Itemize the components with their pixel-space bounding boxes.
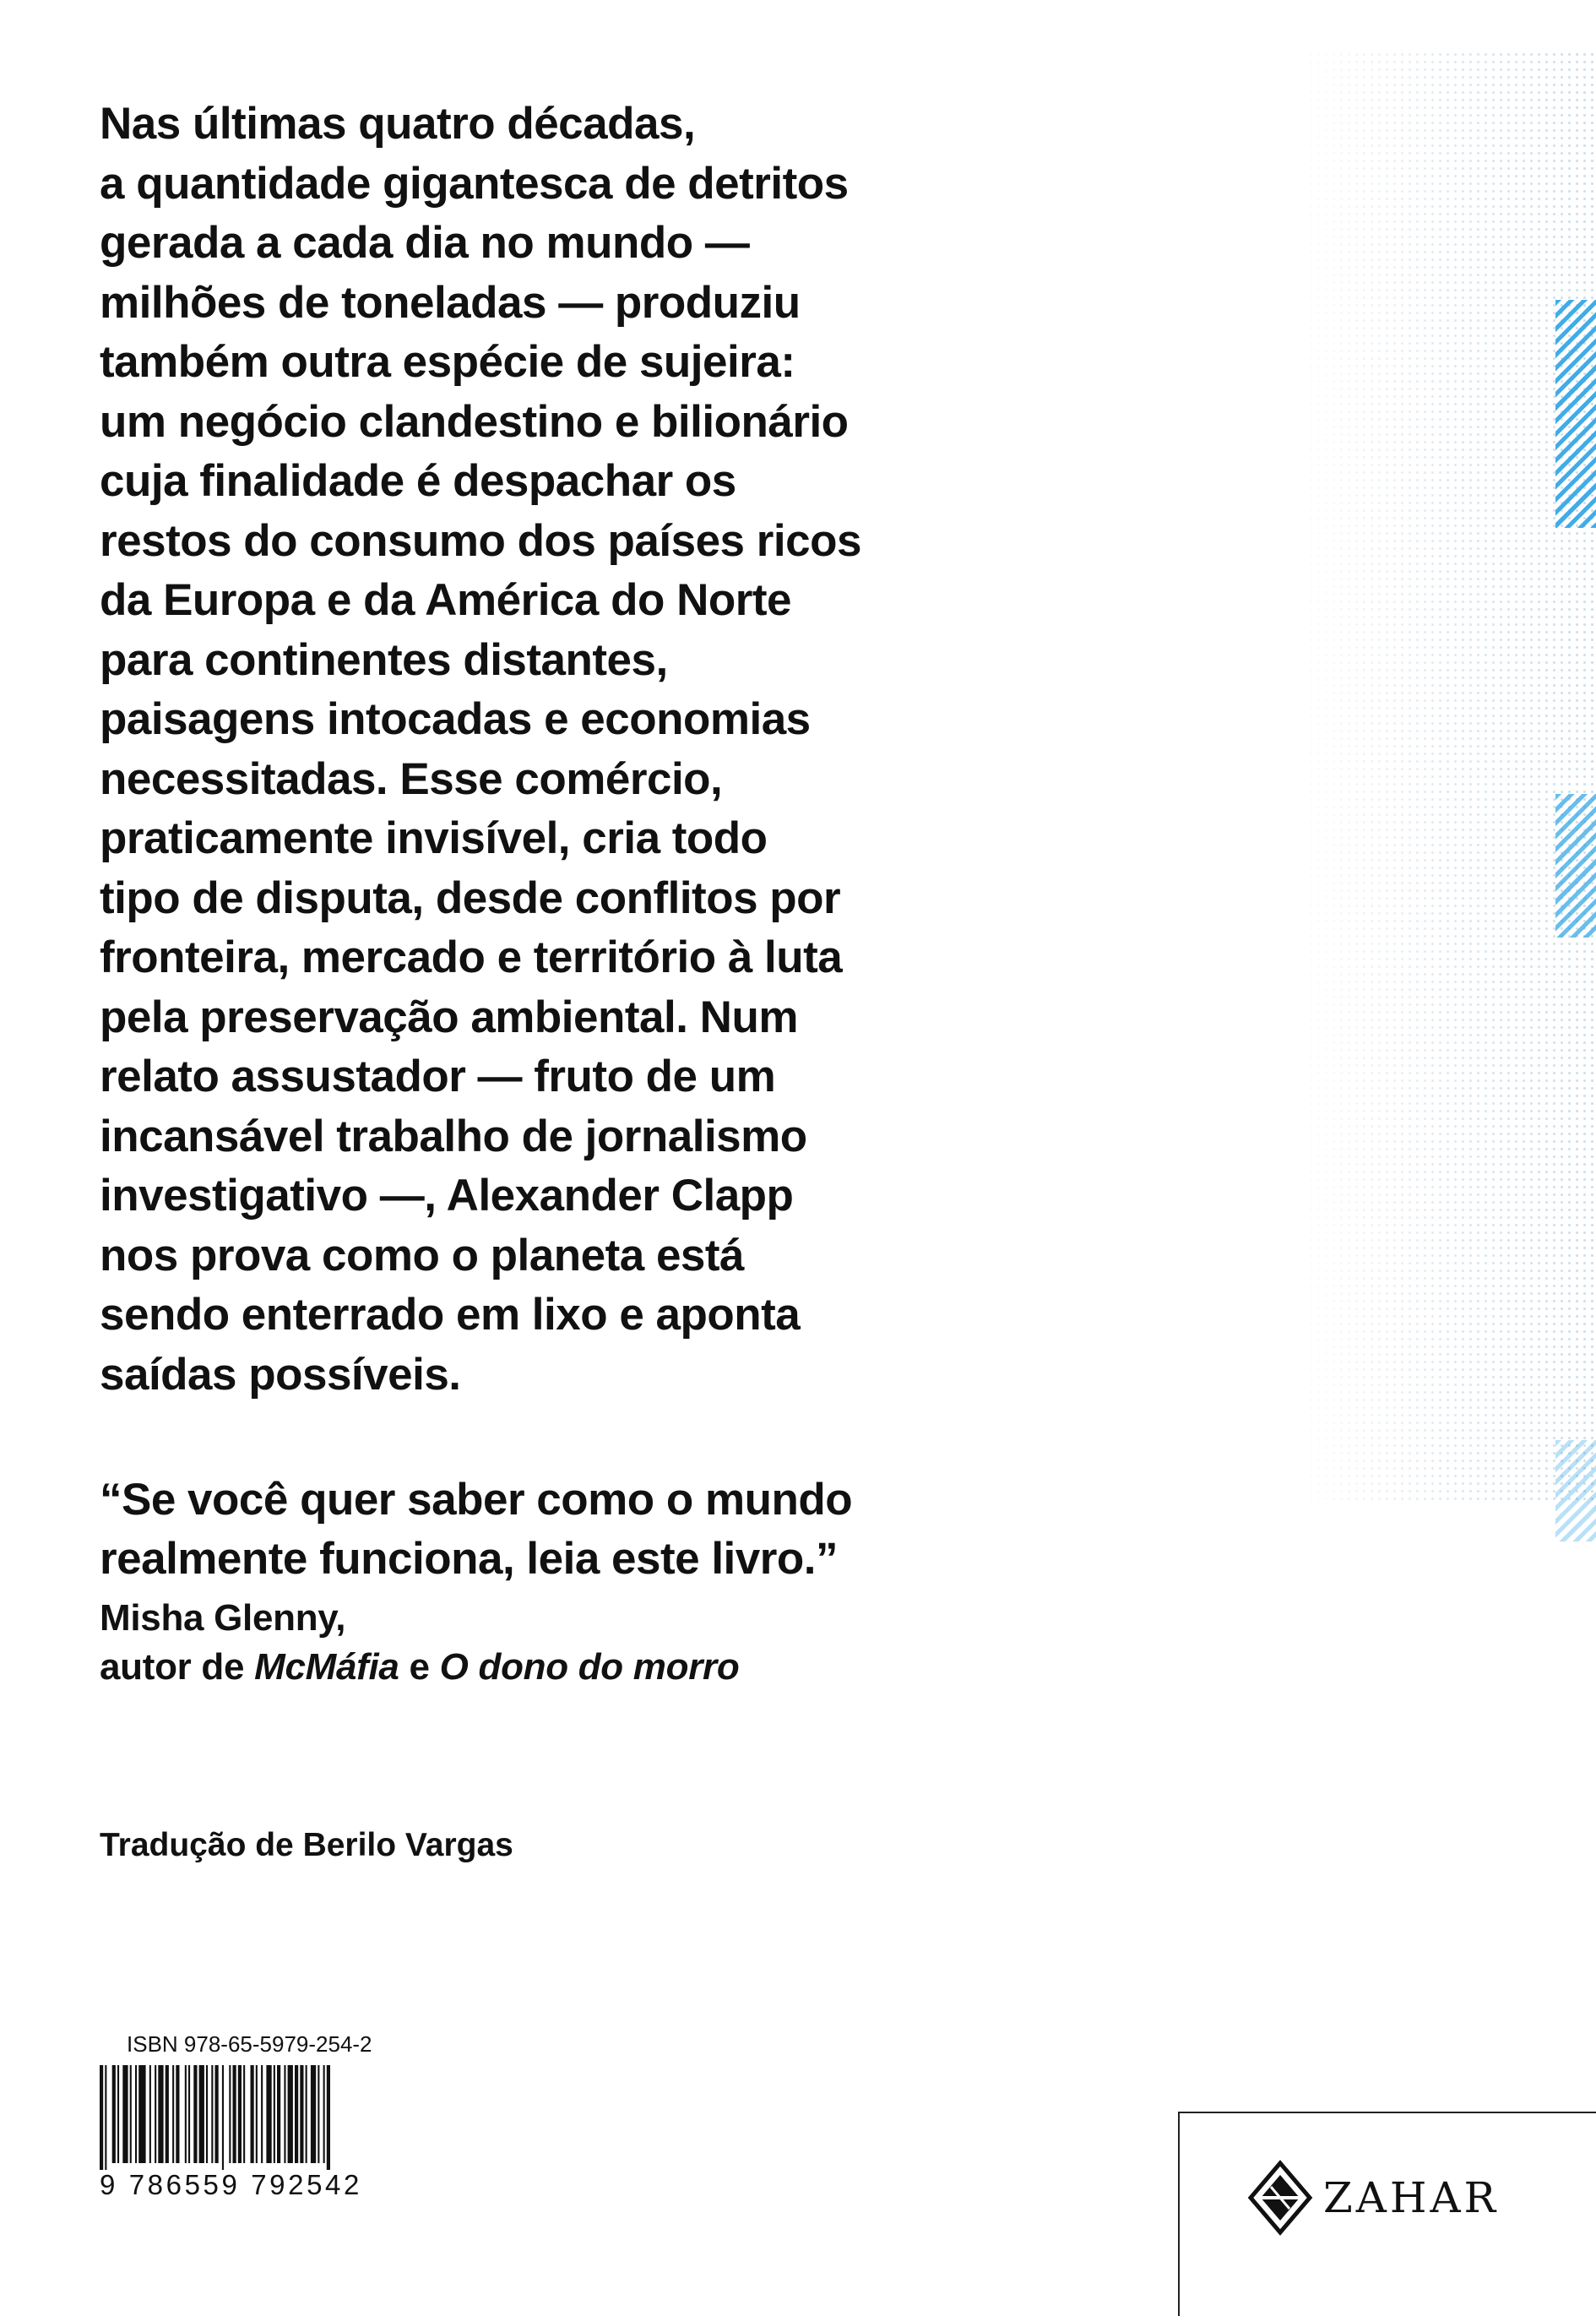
blurb-line: nos prova como o planeta está (100, 1230, 745, 1280)
blurb-line: cuja finalidade é despachar os (100, 456, 736, 506)
isbn-barcode (100, 2031, 412, 2200)
quote-line: realmente funciona, leia este livro.” (100, 1534, 838, 1584)
blurb-line: investigativo —, Alexander Clapp (100, 1171, 794, 1221)
blurb-line: saídas possíveis. (100, 1349, 461, 1400)
quote-attribution (100, 1594, 1029, 1692)
blurb-line: milhões de toneladas — produziu (100, 277, 801, 328)
attribution-prefix: autor de (100, 1646, 255, 1688)
blurb-line: um negócio clandestino e bilionário (100, 396, 849, 447)
blurb-line: praticamente invisível, cria todo (100, 813, 768, 863)
publisher-name: ZAHAR (1323, 2173, 1500, 2222)
endorsement-quote (100, 1471, 1029, 1692)
publisher-logo (1247, 2160, 1499, 2236)
blurb-line: sendo enterrado em lixo e aponta (100, 1290, 801, 1340)
blurb-line: pela preservação ambiental. Num (100, 992, 798, 1042)
quote-line: “Se você quer saber como o mundo (100, 1475, 853, 1525)
blue-streak-decoration (1555, 300, 1596, 528)
barcode-icon (100, 2065, 412, 2170)
blurb-line: relato assustador — fruto de um (100, 1052, 776, 1101)
barcode-digits: 9 786559 792542 (100, 2169, 362, 2200)
blurb-line: paisagens intocadas e economias (100, 694, 811, 744)
quote-text (100, 1471, 1029, 1589)
blurb-line: tipo de disputa, desde conflitos por (100, 873, 841, 923)
blurb-line: fronteira, mercado e território à luta (100, 932, 843, 982)
blue-streak-decoration (1555, 794, 1596, 938)
blurb-line: a quantidade gigantesca de detritos (100, 158, 849, 209)
blurb-line: gerada a cada dia no mundo — (100, 218, 750, 268)
blurb-line: necessitadas. Esse comércio, (100, 753, 723, 804)
blurb-line: restos do consumo dos países ricos (100, 515, 861, 566)
dotted-pattern-decoration (1292, 51, 1596, 1503)
blue-streak-decoration (1555, 1440, 1596, 1541)
attribution-conjunction: e (399, 1646, 440, 1688)
book-title: McMáfia (254, 1646, 399, 1688)
blurb-line: Nas últimas quatro décadas, (100, 99, 696, 149)
publisher-box (1178, 2112, 1596, 2316)
blurb-line: da Europa e da América do Norte (100, 575, 791, 625)
back-cover-blurb (100, 95, 961, 1405)
blurb-line: também outra espécie de sujeira: (100, 337, 795, 387)
quote-author: Misha Glenny, (100, 1597, 346, 1639)
blurb-line: para continentes distantes, (100, 634, 668, 685)
blurb-line: incansável trabalho de jornalismo (100, 1111, 807, 1161)
book-title: O dono do morro (439, 1646, 740, 1688)
isbn-label: ISBN 978-65-5979-254-2 (127, 2031, 372, 2057)
zahar-diamond-logo-icon (1247, 2160, 1313, 2236)
translation-credit: Tradução de Berilo Vargas (100, 1827, 513, 1863)
